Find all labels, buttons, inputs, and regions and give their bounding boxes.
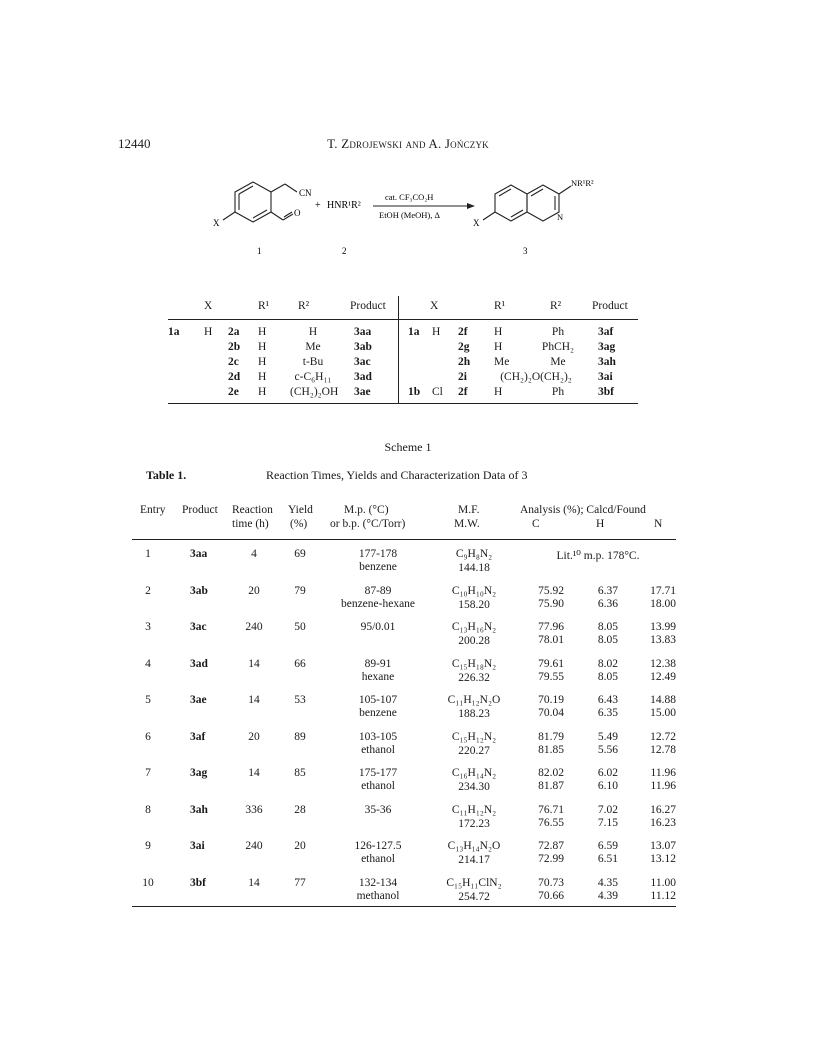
reactant-1-structure [223, 182, 297, 222]
col-time-2: time (h) [232, 518, 269, 530]
molecular-formula: C₁₅H₁₈N₂ [451, 657, 497, 670]
entry-number: 3 [145, 621, 151, 633]
amine-id: 2c [228, 356, 239, 368]
molecular-weight: 144.18 [458, 562, 490, 574]
col-x-right: X [430, 300, 439, 312]
amine-id: 2h [458, 356, 471, 368]
reaction-time: 336 [245, 803, 263, 816]
calcd-h: 4.35 [597, 876, 618, 889]
r1-value: H [494, 326, 503, 338]
product-id: 3ab [190, 584, 208, 597]
substrate-id: 1b [408, 386, 421, 398]
r1-value: Me [494, 356, 510, 368]
table-label: Table 1. [146, 468, 187, 482]
reaction-time: 14 [248, 767, 260, 779]
solvent: benzene [359, 707, 397, 719]
found-n: 18.00 [650, 597, 676, 610]
found-h: 4.39 [597, 889, 618, 902]
molecular-weight: 234.30 [458, 781, 490, 793]
col-yield-2: (%) [290, 518, 308, 530]
found-c: 72.99 [538, 853, 564, 865]
calcd-c: 70.73 [538, 876, 564, 889]
product-id: 3ae [354, 386, 371, 398]
found-n: 11.96 [650, 780, 676, 792]
calcd-c: 77.96 [538, 621, 564, 633]
calcd-h: 6.02 [597, 767, 618, 779]
product-id: 3ad [354, 371, 372, 383]
found-h: 8.05 [597, 634, 618, 646]
molecular-formula: C₉H₈N₂ [455, 548, 493, 560]
r1-value: H [258, 326, 267, 338]
r2-value: Ph [551, 386, 565, 398]
col-r2-right: R² [550, 300, 562, 312]
calcd-h: 6.37 [597, 584, 618, 597]
yield-value: 66 [294, 657, 306, 670]
mp-value: 35-36 [364, 803, 392, 816]
reactant-x: X [213, 218, 220, 228]
mp-value: 103-105 [358, 730, 398, 743]
scheme-caption: Scheme 1 [384, 440, 432, 454]
reaction-time: 20 [248, 730, 260, 743]
r2-value: Ph [551, 326, 565, 338]
amine-id: 2e [228, 386, 239, 398]
r2-value: PhCH₂ [541, 341, 575, 353]
r1-value: H [494, 341, 503, 353]
mp-value: 132-134 [358, 876, 398, 889]
molecular-formula: C₁₁H₁₂N₂ [451, 803, 497, 816]
calcd-n: 17.71 [650, 584, 676, 597]
molecular-formula: C₁₅H₁₁ClN₂ [446, 876, 502, 889]
entry-number: 5 [145, 694, 151, 706]
product-n: N [557, 212, 564, 222]
product-id: 3ai [190, 840, 205, 852]
calcd-c: 72.87 [538, 840, 564, 852]
product-label: 3 [523, 246, 528, 256]
yield-value: 53 [294, 694, 306, 706]
running-header-authors: T. Zdrojewski and A. Jończyk [327, 136, 489, 151]
product-id: 3bf [190, 876, 206, 889]
reaction-time: 20 [248, 584, 260, 597]
found-c: 70.66 [538, 889, 564, 902]
mp-value: 87-89 [364, 584, 392, 597]
molecular-weight: 172.23 [458, 817, 490, 830]
col-product: Product [182, 504, 218, 516]
yield-value: 77 [294, 876, 306, 889]
amine-id: 2a [228, 326, 240, 338]
amine-id: 2d [228, 371, 241, 383]
col-c: C [532, 518, 540, 530]
x-value: H [204, 326, 213, 338]
mp-value: 126-127.5 [354, 840, 402, 852]
found-h: 7.15 [597, 816, 618, 829]
solvent: benzene [359, 561, 397, 573]
yield-value: 89 [294, 730, 306, 743]
r1-value: H [258, 356, 267, 368]
product-id: 3ag [598, 341, 616, 353]
col-mf-1: M.F. [458, 504, 480, 516]
r1-value: H [258, 341, 267, 353]
molecular-weight: 226.32 [458, 671, 490, 684]
col-product-right: Product [592, 300, 628, 312]
r1-r2-value: (CH₂)₂O(CH₂)₂ [500, 371, 572, 383]
calcd-c: 70.19 [538, 694, 564, 706]
product-id: 3ac [354, 356, 371, 368]
reaction-time: 4 [251, 548, 257, 560]
conditions-bottom: EtOH (MeOH), Δ [379, 210, 440, 220]
entry-number: 1 [145, 548, 151, 560]
yield-value: 69 [294, 548, 306, 560]
found-c: 78.01 [538, 634, 564, 646]
yield-value: 28 [294, 803, 306, 816]
calcd-n: 13.07 [650, 840, 676, 852]
found-n: 15.00 [650, 707, 676, 719]
product-id: 3af [598, 326, 614, 338]
calcd-n: 16.27 [650, 803, 676, 816]
col-mp-2: or b.p. (°C/Torr) [330, 518, 406, 530]
entry-number: 9 [145, 840, 151, 852]
found-c: 76.55 [538, 816, 564, 829]
molecular-formula: C₁₀H₁₀N₂ [451, 584, 497, 597]
amine-id: 2g [458, 341, 470, 353]
col-r1: R¹ [258, 300, 270, 312]
found-n: 16.23 [650, 816, 676, 829]
molecular-weight: 158.20 [458, 598, 490, 611]
calcd-n: 13.99 [650, 621, 676, 633]
x-value: H [432, 326, 441, 338]
found-c: 75.90 [538, 597, 564, 610]
r2-value: Me [305, 341, 321, 353]
found-h: 6.10 [597, 780, 618, 792]
calcd-c: 76.71 [538, 803, 564, 816]
cn-group: CN [299, 188, 312, 198]
plus-sign: + [315, 200, 321, 211]
product-x: X [473, 218, 480, 228]
calcd-h: 8.02 [597, 657, 618, 670]
found-n: 12.49 [650, 670, 676, 683]
col-entry: Entry [140, 504, 166, 516]
col-r1-right: R¹ [494, 300, 506, 312]
col-r2: R² [298, 300, 310, 312]
literature-note: Lit.¹⁰ m.p. 178°C. [556, 550, 640, 562]
calcd-h: 5.49 [597, 730, 618, 743]
col-mp-1: M.p. (°C) [344, 504, 389, 516]
mp-value: 95/0.01 [360, 621, 396, 633]
solvent: hexane [361, 670, 395, 683]
calcd-h: 6.59 [597, 840, 618, 852]
molecular-formula: C₁₆H₁₄N₂ [451, 767, 497, 779]
product-id: 3aa [190, 548, 208, 560]
reaction-time: 14 [248, 694, 260, 706]
molecular-formula: C₁₅H₁₂N₂ [451, 730, 497, 743]
r1-value: H [258, 386, 267, 398]
reaction-time: 14 [248, 876, 260, 889]
found-c: 70.04 [538, 707, 564, 719]
solvent: ethanol [361, 743, 395, 756]
found-h: 8.05 [597, 670, 618, 683]
entry-number: 8 [145, 803, 151, 816]
yield-value: 79 [294, 584, 306, 597]
amine-reagent: HNR¹R² [327, 200, 361, 211]
product-id: 3ag [190, 767, 208, 779]
found-h: 5.56 [597, 743, 618, 756]
r2-value: t-Bu [302, 356, 324, 368]
molecular-weight: 188.23 [458, 708, 490, 720]
product-id: 3ab [354, 341, 372, 353]
found-h: 6.51 [597, 853, 618, 865]
substrate-id: 1a [408, 326, 420, 338]
reaction-time: 240 [245, 621, 263, 633]
product-id: 3bf [598, 386, 614, 398]
r2-value: c-C₆H₁₁ [294, 371, 332, 383]
calcd-n: 11.00 [650, 876, 676, 889]
amine-id: 2b [228, 341, 241, 353]
product-id: 3ai [598, 371, 613, 383]
product-id: 3ah [598, 356, 616, 368]
molecular-formula: C₁₃H₁₆N₂ [451, 621, 497, 633]
entry-number: 4 [145, 657, 151, 670]
molecular-formula: C₁₁H₁₂N₂O [447, 694, 501, 706]
reaction-time: 240 [245, 840, 263, 852]
amine-id: 2f [458, 326, 468, 338]
reaction-scheme [205, 170, 625, 260]
mp-value: 177-178 [358, 548, 398, 560]
amine-id: 2f [458, 386, 468, 398]
mp-value: 105-107 [358, 694, 398, 706]
calcd-n: 12.38 [650, 657, 676, 670]
yield-value: 50 [294, 621, 306, 633]
aldehyde-o: O [294, 208, 301, 218]
col-product: Product [350, 300, 386, 312]
product-id: 3ad [190, 657, 208, 670]
found-h: 6.36 [597, 597, 618, 610]
calcd-n: 14.88 [650, 694, 676, 706]
found-n: 13.83 [650, 634, 676, 646]
entry-number: 6 [145, 730, 151, 743]
r2-value: H [308, 326, 318, 338]
molecular-weight: 220.27 [458, 744, 490, 757]
calcd-h: 6.43 [597, 694, 618, 706]
calcd-c: 81.79 [538, 730, 564, 743]
product-id: 3ac [190, 621, 207, 633]
found-c: 79.55 [538, 670, 564, 683]
col-h: H [596, 518, 605, 530]
found-c: 81.87 [538, 780, 564, 792]
mp-value: 175-177 [358, 767, 398, 779]
calcd-c: 82.02 [538, 767, 564, 779]
reactant-2-label: 2 [342, 246, 347, 256]
found-n: 11.12 [650, 889, 676, 902]
substrate-id: 1a [168, 326, 180, 338]
col-mf-2: M.W. [454, 518, 480, 530]
amine-id: 2i [458, 371, 467, 383]
calcd-n: 11.96 [650, 767, 676, 779]
col-analysis: Analysis (%); Calcd/Found [520, 504, 646, 516]
entry-number: 7 [145, 767, 151, 779]
found-c: 81.85 [538, 743, 564, 756]
reaction-time: 14 [248, 657, 260, 670]
molecular-formula: C₁₃H₁₄N₂O [447, 840, 501, 852]
solvent: ethanol [361, 853, 395, 865]
calcd-h: 7.02 [597, 803, 618, 816]
calcd-c: 79.61 [538, 657, 564, 670]
solvent: methanol [356, 889, 400, 902]
r1-value: H [258, 371, 267, 383]
col-n: N [654, 518, 663, 530]
calcd-c: 75.92 [538, 584, 564, 597]
mp-value: 89-91 [364, 657, 392, 670]
solvent: benzene-hexane [340, 597, 416, 610]
calcd-h: 8.05 [597, 621, 618, 633]
yield-value: 85 [294, 767, 306, 779]
reactant-1-label: 1 [257, 246, 262, 256]
table-title: Reaction Times, Yields and Characterization Data of 3 [266, 468, 528, 482]
solvent: ethanol [361, 780, 395, 792]
product-id: 3af [190, 730, 206, 743]
x-value: Cl [432, 386, 443, 398]
col-time-1: Reaction [232, 504, 273, 516]
molecular-weight: 200.28 [458, 635, 490, 647]
product-id: 3ah [190, 803, 208, 816]
product-nrr: NR¹R² [571, 178, 594, 188]
calcd-n: 12.72 [650, 730, 676, 743]
molecular-weight: 214.17 [458, 854, 490, 866]
entry-number: 10 [142, 876, 154, 889]
found-n: 13.12 [650, 853, 676, 865]
r1-value: H [494, 386, 503, 398]
entry-number: 2 [145, 584, 151, 597]
yield-value: 20 [294, 840, 306, 852]
product-id: 3ae [190, 694, 207, 706]
r2-value: Me [550, 356, 566, 368]
col-yield-1: Yield [288, 504, 313, 516]
molecular-weight: 254.72 [458, 890, 490, 903]
conditions-top: cat. CF₃CO₂H [385, 192, 434, 202]
found-h: 6.35 [597, 707, 618, 719]
r2-value: (CH₂)₂OH [290, 386, 339, 398]
page-number: 12440 [118, 136, 151, 151]
found-n: 12.78 [650, 743, 676, 756]
product-id: 3aa [354, 326, 372, 338]
col-x: X [204, 300, 213, 312]
